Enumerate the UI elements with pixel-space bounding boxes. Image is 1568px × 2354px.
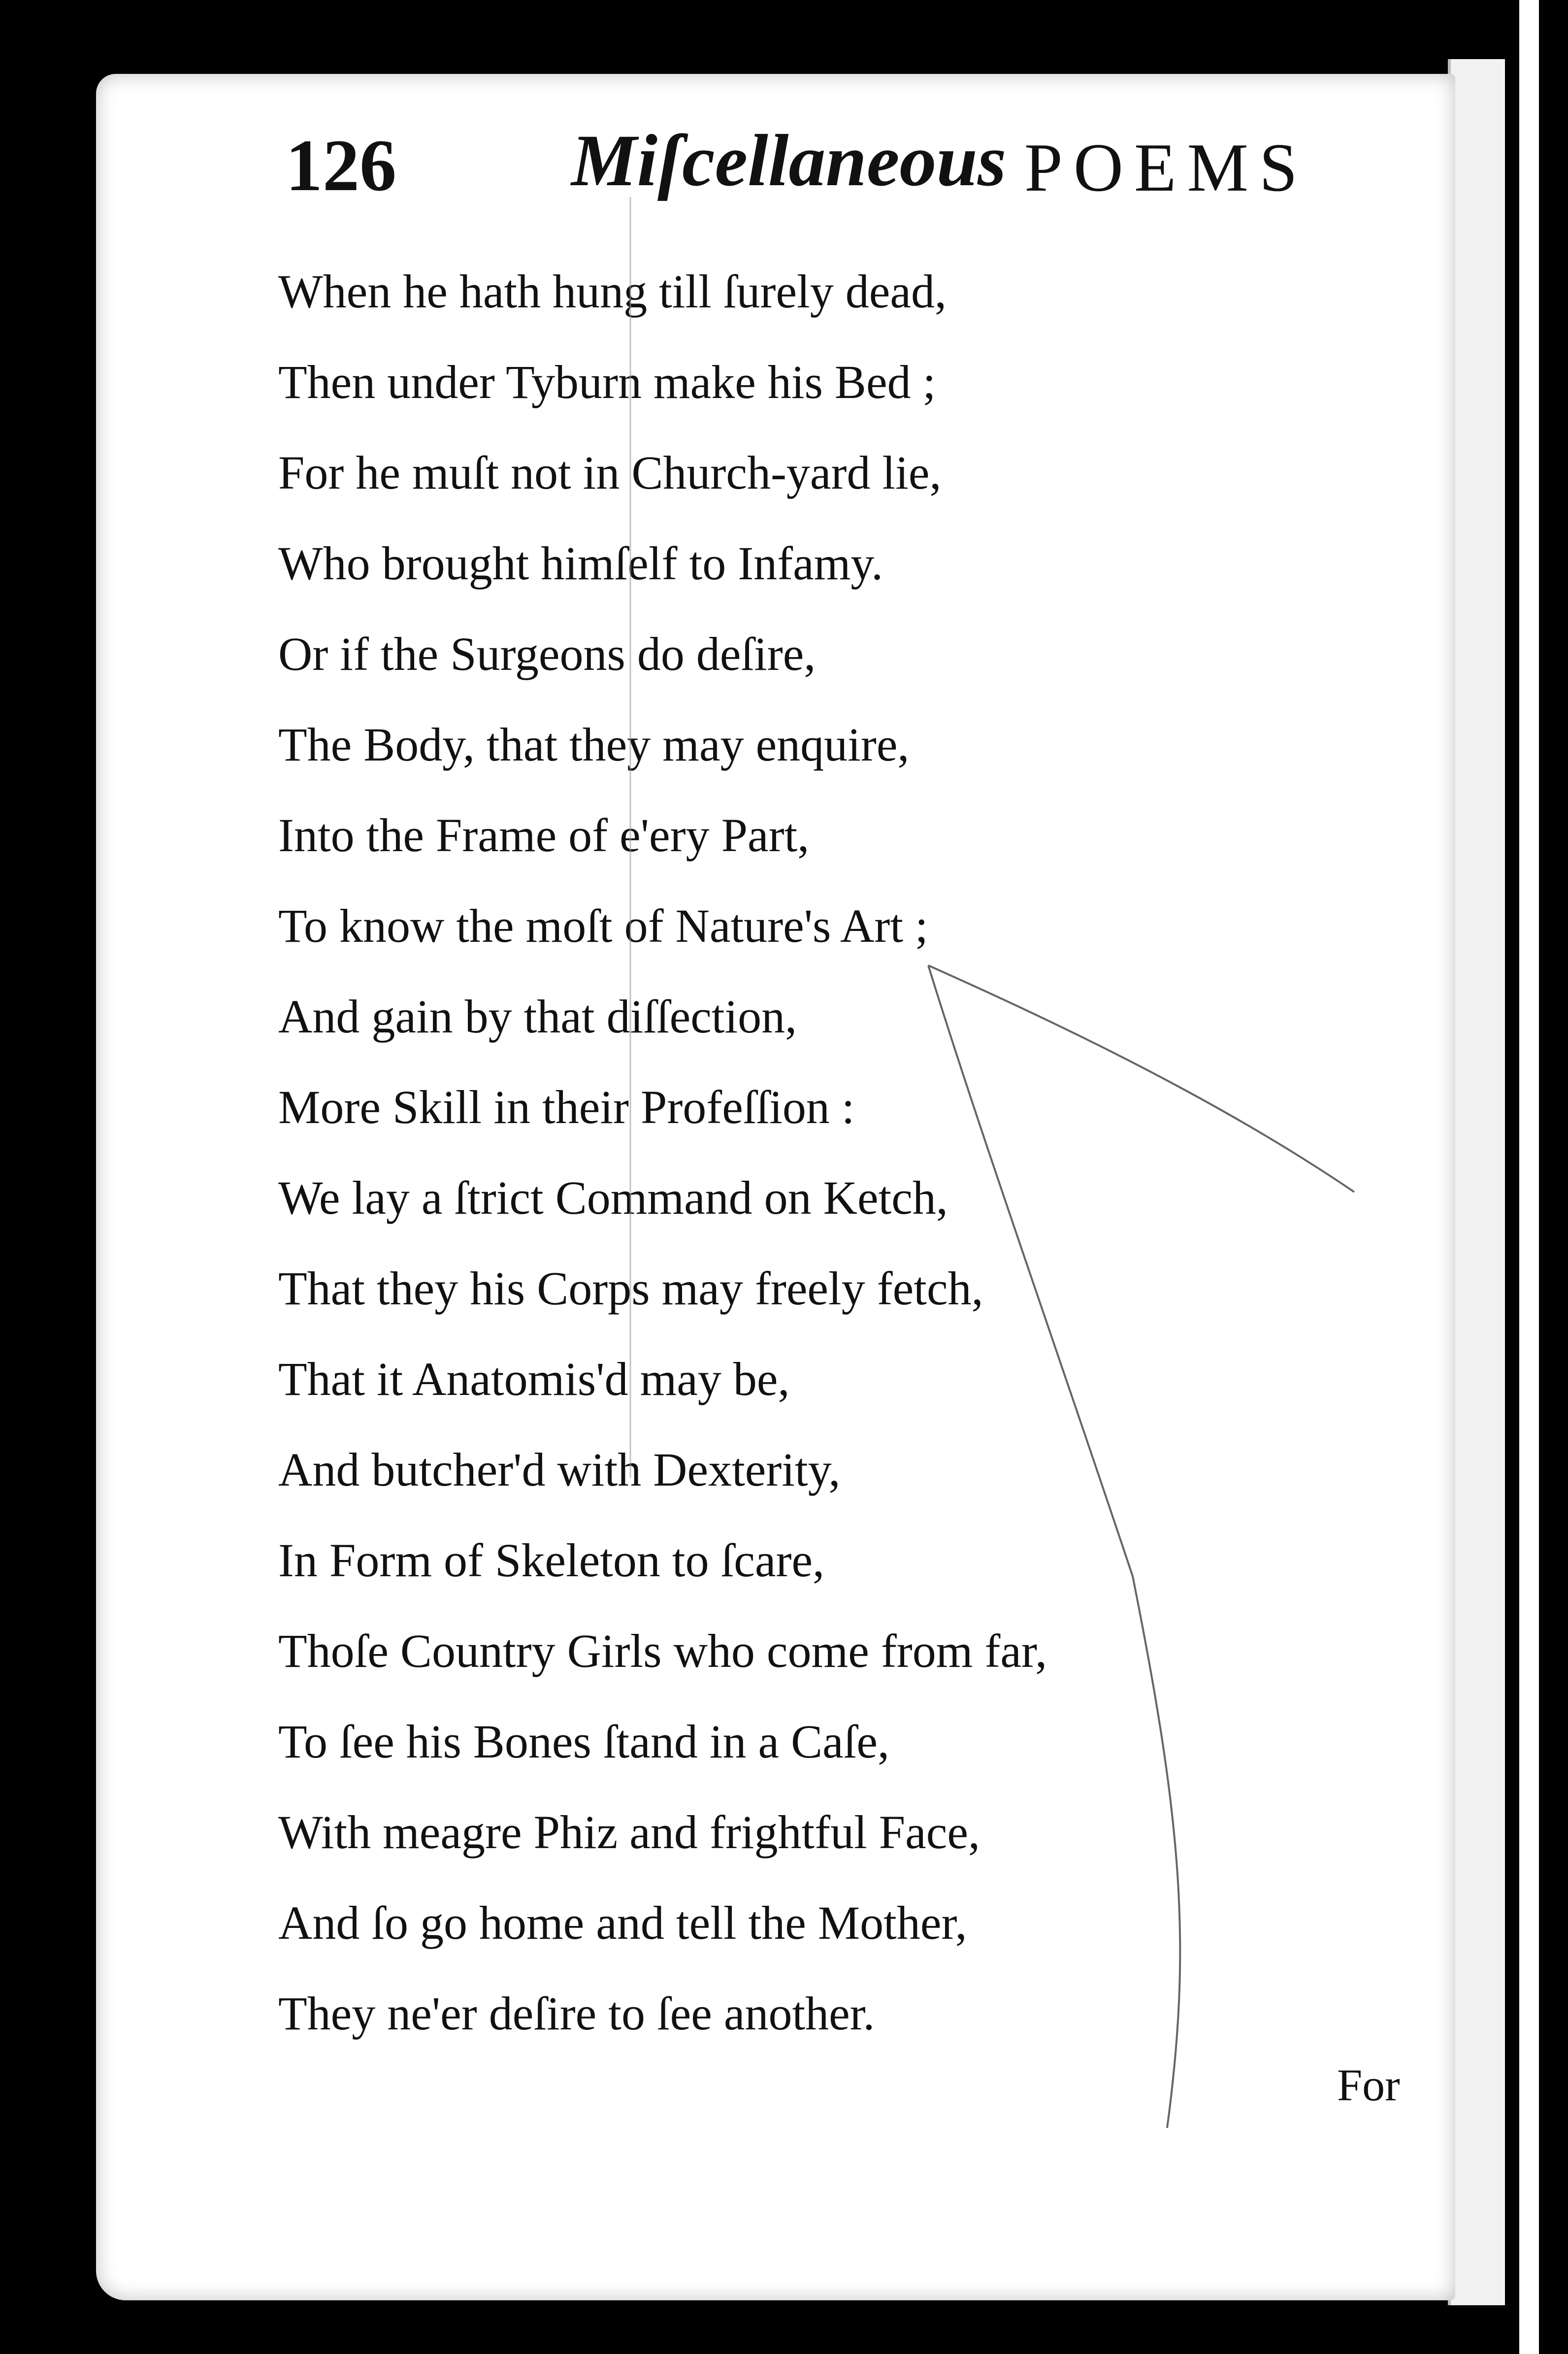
poem-line: With meagre Phiz and frightful Face, — [278, 1806, 980, 1858]
facing-page-edge — [1448, 59, 1505, 2305]
poem-line: To know the moſt of Nature's Art ; — [278, 899, 928, 952]
running-title: Miſcellaneous — [571, 120, 1007, 201]
poem-line: More Skill in their Profeſſion : — [278, 1081, 855, 1133]
poem-line: In Form of Skeleton to ſcare, — [278, 1534, 825, 1587]
poem-line: Into the Frame of e'ery Part, — [278, 809, 810, 862]
poem-line: That it Anatomis'd may be, — [278, 1353, 790, 1405]
poem-line: When he hath hung till ſurely dead, — [278, 265, 947, 318]
poem-line: For he muſt not in Church-yard lie, — [278, 446, 942, 499]
poem-line: Thoſe Country Girls who come from far, — [278, 1625, 1047, 1677]
binding-edge-strip — [1519, 0, 1539, 2354]
catchword: For — [1337, 2060, 1400, 2110]
poem-line: That they his Corps may freely fetch, — [278, 1262, 983, 1315]
poem-line: We lay a ſtrict Command on Ketch, — [278, 1171, 948, 1224]
poem-line: And butcher'd with Dexterity, — [278, 1443, 841, 1496]
poem-line: And gain by that diſſection, — [278, 990, 797, 1043]
poem-text — [278, 246, 1263, 2059]
poem-line: They ne'er deſire to ſee another. — [278, 1987, 875, 2040]
poem-line: Who brought himſelf to Infamy. — [278, 537, 883, 590]
poem-line: Or if the Surgeons do deſire, — [278, 628, 816, 680]
poem-line: The Body, that they may enquire, — [278, 718, 910, 771]
running-title-caps: POEMS — [1024, 130, 1308, 206]
poem-line: And ſo go home and tell the Mother, — [278, 1896, 967, 1949]
page-header — [286, 113, 1418, 212]
page-number: 126 — [286, 125, 396, 206]
poem-line: To ſee his Bones ſtand in a Caſe, — [278, 1715, 890, 1768]
poem-line: Then under Tyburn make his Bed ; — [278, 356, 936, 408]
